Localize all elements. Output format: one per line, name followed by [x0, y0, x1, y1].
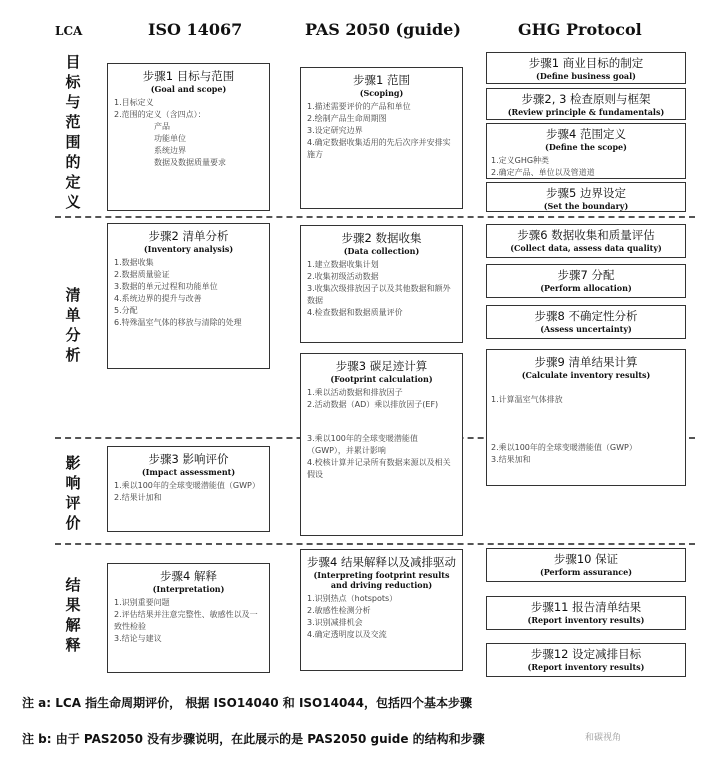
- step-item: 3.结果加和: [491, 455, 531, 464]
- step-english: (Perform assurance): [539, 567, 633, 577]
- header-ghg: GHG Protocol: [518, 20, 642, 39]
- ghg-step-5-box: [486, 182, 686, 212]
- step-title: 步骤2, 3 检查原则与框架: [521, 92, 651, 106]
- step-item: 2.评估结果并注意完整性、敏感性以及一致性检验: [114, 610, 258, 631]
- step-item: 2.活动数据（AD）乘以排放因子(EF): [307, 400, 439, 409]
- step-title: 步骤10 保证: [553, 552, 619, 566]
- step-english: (Assess uncertainty): [540, 324, 632, 334]
- step-item: 6.特殊温室气体的移放与清除的处理: [114, 318, 242, 327]
- step-title: 步骤5 边界设定: [546, 186, 626, 200]
- step-item: 1.识别热点（hotspots）: [307, 594, 398, 603]
- iso-step-3-box: [107, 446, 270, 532]
- step-item: 3.乘以100年的全球变暖潜能值（GWP），并累计影响: [307, 434, 418, 455]
- step-english: (Review principle & fundamentals): [507, 107, 665, 117]
- step-english: (Scoping): [359, 88, 404, 98]
- step-item: 3.识别减排机会: [307, 618, 363, 627]
- step-item: 3.结论与建议: [114, 634, 162, 643]
- step-item: 1.数据收集: [114, 258, 154, 267]
- step-item: 2.范围的定义（含四点）：: [114, 110, 206, 119]
- step-title: 步骤1 商业目标的制定: [528, 56, 644, 70]
- header-pas: PAS 2050 (guide): [305, 20, 461, 39]
- ghg-step-4-box: [486, 123, 686, 179]
- step-english: (Report inventory results): [527, 615, 645, 625]
- phase-divider: [55, 216, 695, 218]
- step-title: 步骤4 解释: [160, 569, 217, 583]
- watermark: 和碳视角: [585, 733, 622, 743]
- step-item: 2.乘以100年的全球变暖潜能值（GWP）: [491, 443, 637, 452]
- step-item: 数据及数据质量要求: [154, 158, 226, 167]
- pas-step-1-box: [300, 67, 463, 209]
- ghg-step-2-3-box: [486, 88, 686, 120]
- step-item: 4.系统边界的提升与改善: [114, 294, 202, 303]
- step-english: (Data collection): [343, 246, 420, 256]
- iso-step-2-box: [107, 223, 270, 369]
- step-title: 步骤7 分配: [557, 268, 615, 282]
- step-title: 步骤3 影响评价: [148, 452, 229, 466]
- footnote-b: 注 b: 由于 PAS2050 没有步骤说明，在此展示的是 PAS2050 guide 的结构和步骤: [22, 732, 485, 746]
- pas-step-3-box: [300, 353, 463, 536]
- step-item: 2.敏感性检测分析: [307, 606, 371, 615]
- step-item: 1.描述需要评价的产品和单位: [307, 102, 411, 111]
- ghg-step-6-box: [486, 224, 686, 258]
- step-english: (Set the boundary): [543, 201, 629, 211]
- ghg-step-1-box: [486, 52, 686, 84]
- phase-label-goal: 目标与范围的定义: [65, 53, 81, 211]
- step-english: (Inventory analysis): [143, 244, 234, 254]
- step-item: 4.检查数据和数据质量评价: [307, 308, 403, 317]
- step-title: 步骤4 结果解释以及减排驱动: [307, 555, 456, 569]
- step-title: 步骤1 目标与范围: [142, 69, 235, 83]
- ghg-step-9-box: [486, 349, 686, 486]
- step-item: 1.建立数据收集计划: [307, 260, 379, 269]
- step-item: 4.校核计算并记录所有数据来源以及相关假设: [307, 458, 451, 479]
- step-title: 步骤12 设定减排目标: [530, 647, 642, 661]
- step-english: (Impact assessment): [141, 467, 236, 477]
- step-english: (Calculate inventory results): [521, 370, 651, 380]
- step-title: 步骤1 范围: [353, 73, 410, 87]
- header-lca: LCA: [55, 24, 83, 38]
- iso-step-4-box: [107, 563, 270, 673]
- step-item: 3.数据的单元过程和功能单位: [114, 282, 218, 291]
- step-title: 步骤2 数据收集: [341, 231, 422, 245]
- step-item: 2.确定产品、单位以及管道道: [491, 168, 595, 177]
- ghg-step-11-box: [486, 596, 686, 630]
- step-title: 步骤6 数据收集和质量评估: [517, 228, 655, 242]
- step-english: (Define business goal): [536, 71, 636, 81]
- ghg-step-12-box: [486, 643, 686, 677]
- step-english: (Define the scope): [545, 142, 627, 152]
- ghg-step-10-box: [486, 548, 686, 582]
- iso-step-1-box: [107, 63, 270, 211]
- step-title: 步骤2 清单分析: [148, 229, 229, 243]
- footnote-a: 注 a: LCA 指生命周期评价， 根据 ISO14040 和 ISO14044，包括四个基本步骤: [22, 696, 472, 710]
- step-item: 产品: [154, 122, 170, 131]
- step-item: 功能单位: [154, 134, 186, 143]
- pas-step-4-box: [300, 549, 463, 671]
- step-item: 3.收集次级排放因子以及其他数据和额外数据: [307, 284, 451, 305]
- ghg-step-8-box: [486, 305, 686, 339]
- step-title: 步骤8 不确定性分析: [534, 309, 638, 323]
- phase-divider: [55, 543, 695, 545]
- step-item: 4.确定数据收集适用的先后次序并安排实施方: [307, 138, 451, 159]
- step-item: 系统边界: [154, 146, 186, 155]
- pas-step-2-box: [300, 225, 463, 343]
- step-item: 1.乘以活动数据和排放因子: [307, 388, 403, 397]
- step-english: (Footprint calculation): [330, 374, 433, 384]
- phase-label-interpretation: 结果解释: [65, 576, 81, 654]
- phase-label-inventory: 清单分析: [65, 286, 81, 364]
- header-iso: ISO 14067: [148, 20, 243, 39]
- phase-label-impact: 影响评价: [65, 454, 81, 532]
- step-item: 5.分配: [114, 306, 138, 315]
- step-item: 2.收集初级活动数据: [307, 272, 379, 281]
- step-item: 2.结果计加和: [114, 493, 162, 502]
- step-item: 1.乘以100年的全球变暖潜能值（GWP）: [114, 481, 260, 490]
- step-title: 步骤4 范围定义: [546, 127, 626, 141]
- step-item: 3.设定研究边界: [307, 126, 363, 135]
- step-english: (Interpreting footprint results and driving reduction): [313, 570, 450, 590]
- step-item: 2.绘制产品生命周期图: [307, 114, 387, 123]
- step-title: 步骤9 清单结果计算: [534, 355, 638, 369]
- step-english: (Interpretation): [152, 584, 225, 594]
- step-item: 1.计算温室气体排放: [491, 395, 563, 404]
- step-item: 1.定义GHG种类: [491, 156, 550, 165]
- step-title: 步骤11 报告清单结果: [530, 600, 642, 614]
- step-english: (Collect data, assess data quality): [510, 243, 662, 253]
- step-item: 1.识别重要问题: [114, 598, 170, 607]
- ghg-step-7-box: [486, 264, 686, 298]
- step-item: 2.数据质量验证: [114, 270, 170, 279]
- step-english: (Report inventory results): [527, 662, 645, 672]
- step-item: 4.确定透明度以及交流: [307, 630, 387, 639]
- step-english: (Perform allocation): [540, 283, 632, 293]
- step-item: 1.目标定义: [114, 98, 154, 107]
- step-title: 步骤3 碳足迹计算: [335, 359, 428, 373]
- step-english: (Goal and scope): [150, 84, 227, 94]
